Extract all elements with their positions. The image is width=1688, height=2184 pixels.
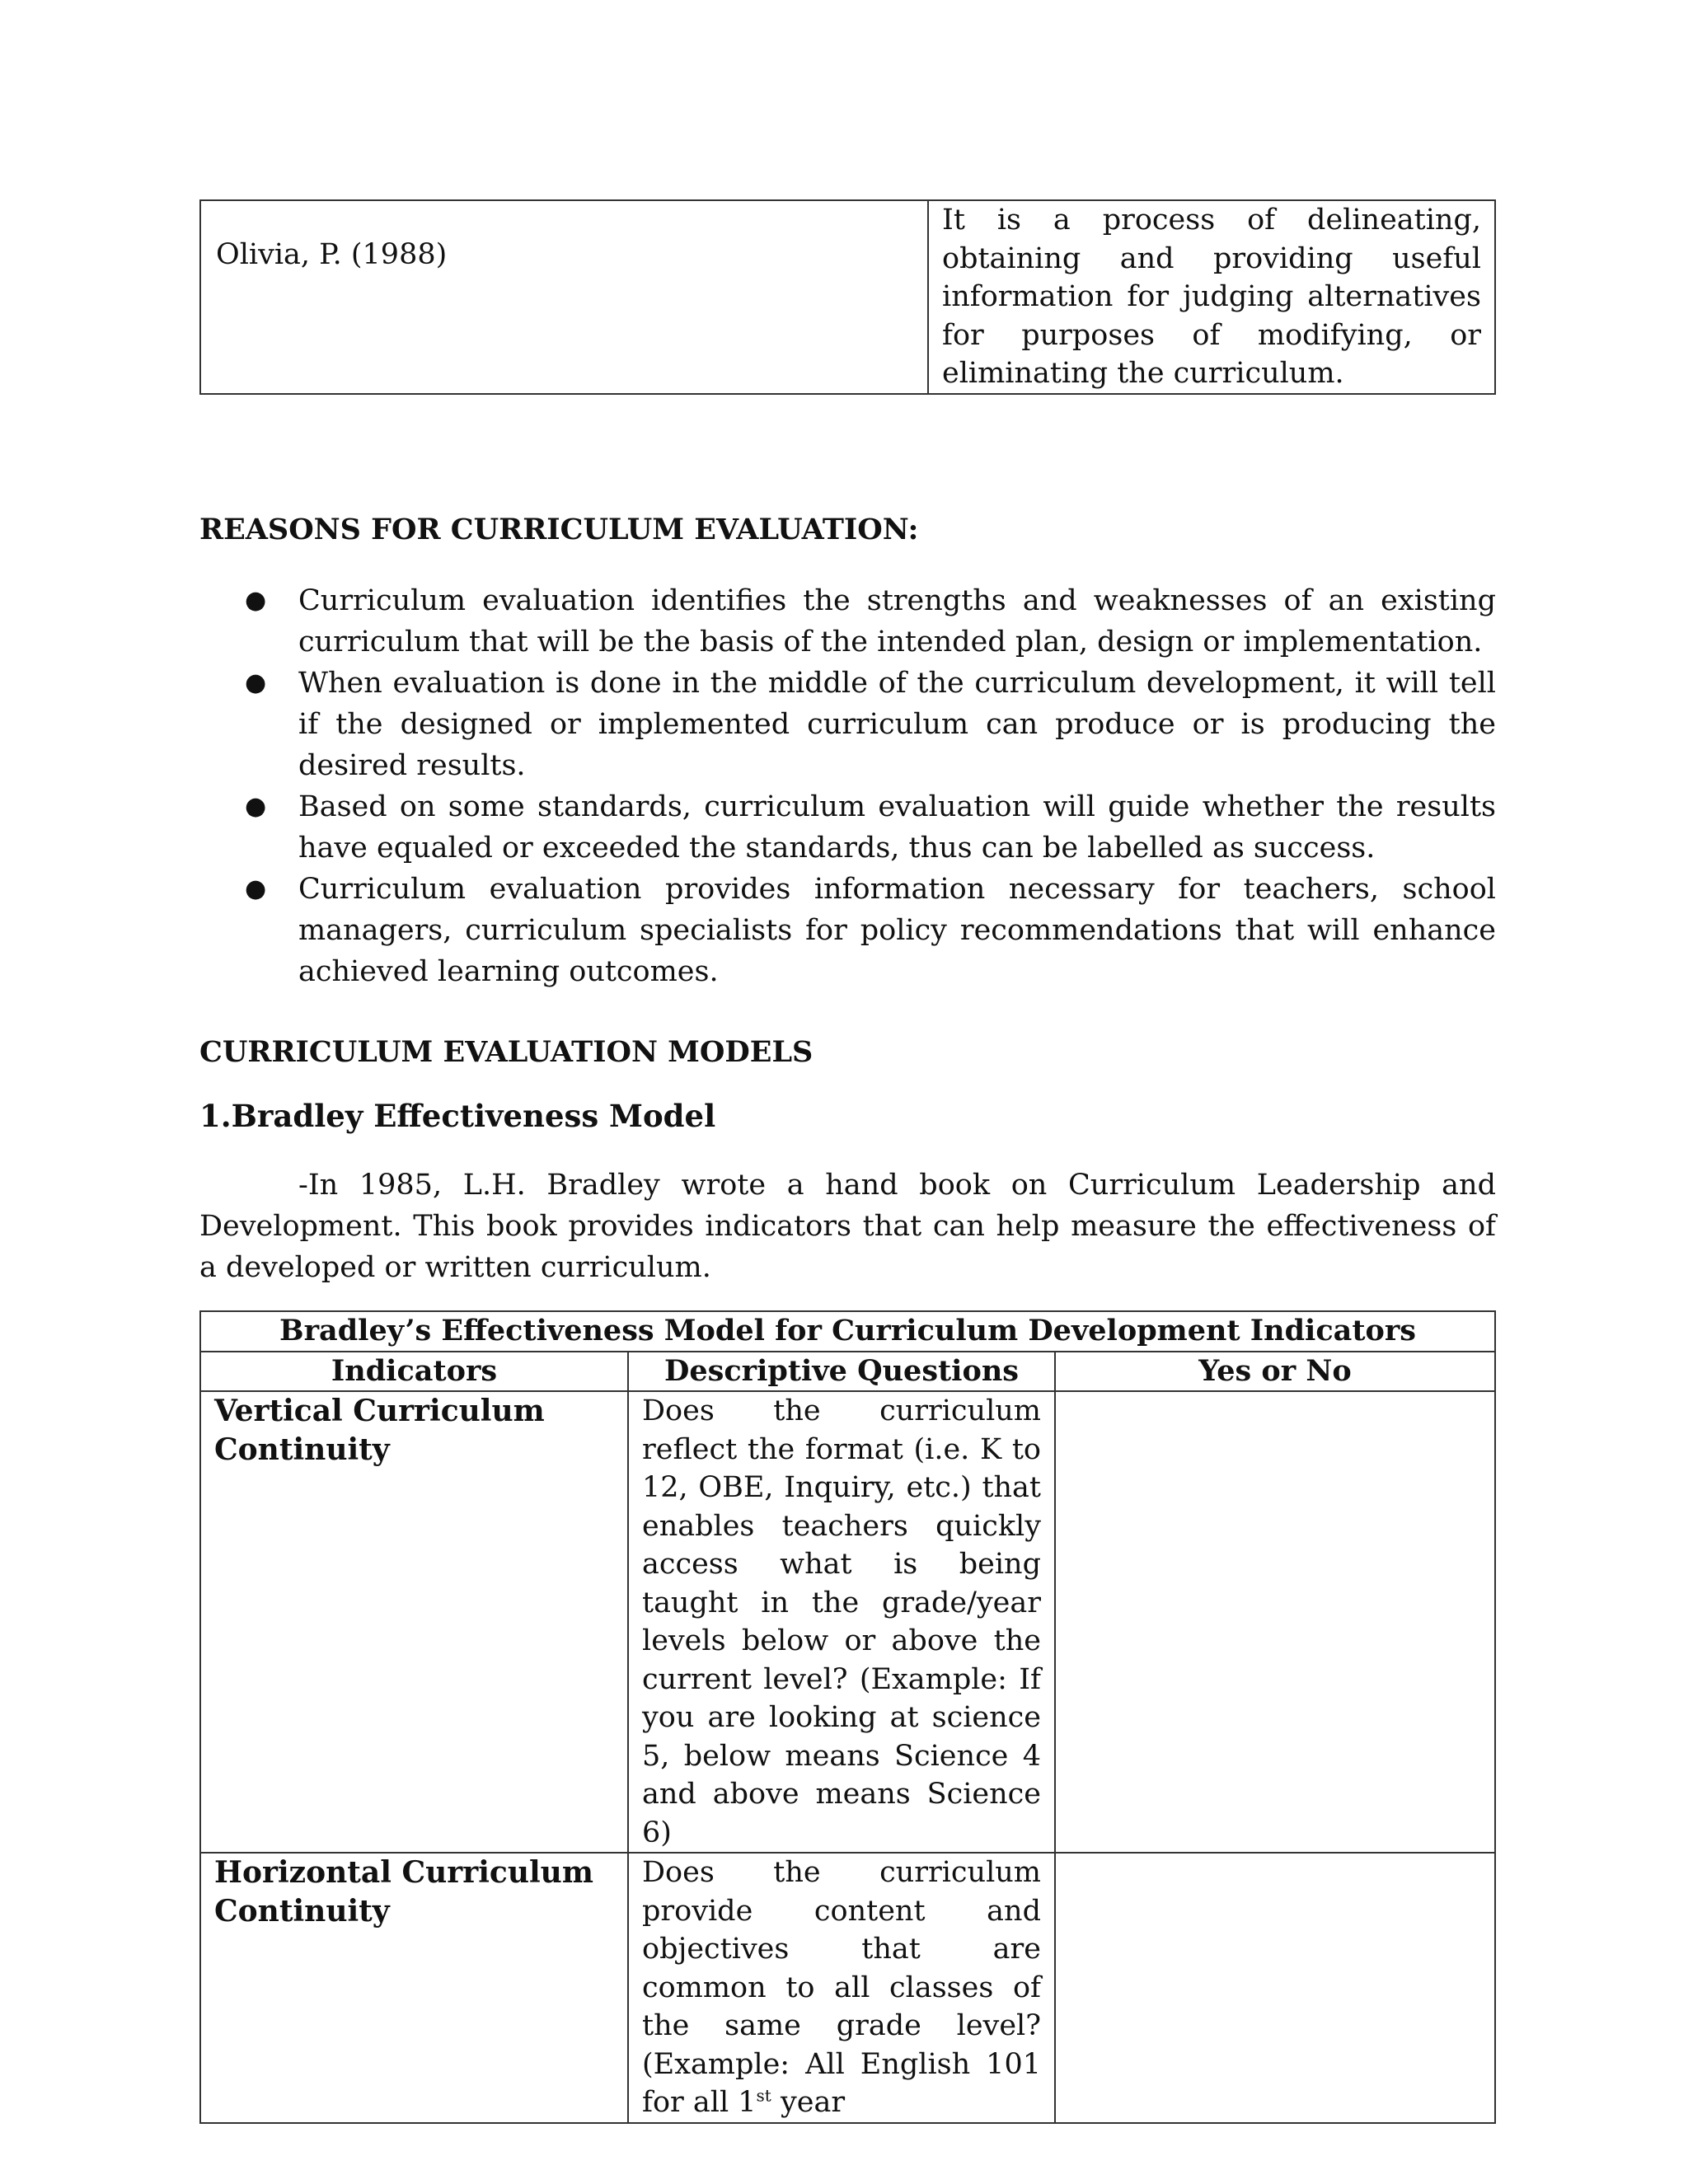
table-header-row [200,1352,1495,1392]
header-indicators: Indicators [200,1352,628,1392]
list-item [199,786,1496,869]
list-item [199,869,1496,992]
reasons-list [199,580,1496,992]
table-row [200,200,1495,394]
definition-author: Olivia, P. (1988) [200,200,928,394]
bradley-indicators-table [199,1310,1496,2124]
bullet-icon: ● [245,874,267,903]
indicator-cell: Horizontal Curriculum Continuity [200,1853,628,2123]
table-row [200,1391,1495,1853]
reason-text: Curriculum evaluation identifies the strengths and weaknesses of an existing curriculum that will be the basis of the intended plan, design or implementation. [298,584,1496,658]
bullet-icon: ● [245,586,267,615]
table-row [200,1853,1495,2123]
model-intro-paragraph: -In 1985, L.H. Bradley wrote a hand book on Curriculum Leadership and Development. This book provides indicators that can help measure the effectiveness of a developed or written curriculum. [199,1169,1496,1284]
reason-text: Based on some standards, curriculum evaluation will guide whether the results have equaled or exceeded the standards, thus can be labelled as success. [298,790,1496,865]
question-text-end: year [771,2086,846,2119]
question-cell: Does the curriculum reflect the format (i.e. K to 12, OBE, Inquiry, etc.) that enables teachers quickly access what is being taught in the grade/year levels below or above the current level? (Example: If you are looking at science 5, below means Science 4 and above means Science 6) [628,1391,1055,1853]
answer-cell [1055,1853,1495,2123]
list-item [199,663,1496,786]
definition-table [199,199,1496,395]
reasons-heading: REASONS FOR CURRICULUM EVALUATION: [199,513,919,546]
header-descriptive-questions: Descriptive Questions [628,1352,1055,1392]
bullet-icon: ● [245,668,267,697]
header-yes-or-no: Yes or No [1055,1352,1495,1392]
ordinal-suffix: st [756,2085,771,2106]
model-title: 1.Bradley Effectiveness Model [199,1098,716,1134]
question-cell [628,1853,1055,2123]
answer-cell [1055,1391,1495,1853]
definition-text: It is a process of delineating, obtaining and providing useful information for judging alternatives for purposes of modifying, or eliminating the curriculum. [928,200,1495,394]
list-item [199,580,1496,663]
reason-text: When evaluation is done in the middle of the curriculum development, it will tell if the designed or implemented curriculum can produce or is producing the desired results. [298,667,1496,782]
models-heading: CURRICULUM EVALUATION MODELS [199,1035,814,1069]
question-text: Does the curriculum provide content and objectives that are common to all classes of the same grade level? (Example: All English 101 for all 1 [642,1856,1041,2119]
table-title: Bradley’s Effectiveness Model for Curriculum Development Indicators [200,1311,1495,1352]
bullet-icon: ● [245,792,267,821]
indicator-cell: Vertical Curriculum Continuity [200,1391,628,1853]
reason-text: Curriculum evaluation provides information necessary for teachers, school managers, curriculum specialists for policy recommendations that will enhance achieved learning outcomes. [298,873,1496,988]
table-title-row [200,1311,1495,1352]
